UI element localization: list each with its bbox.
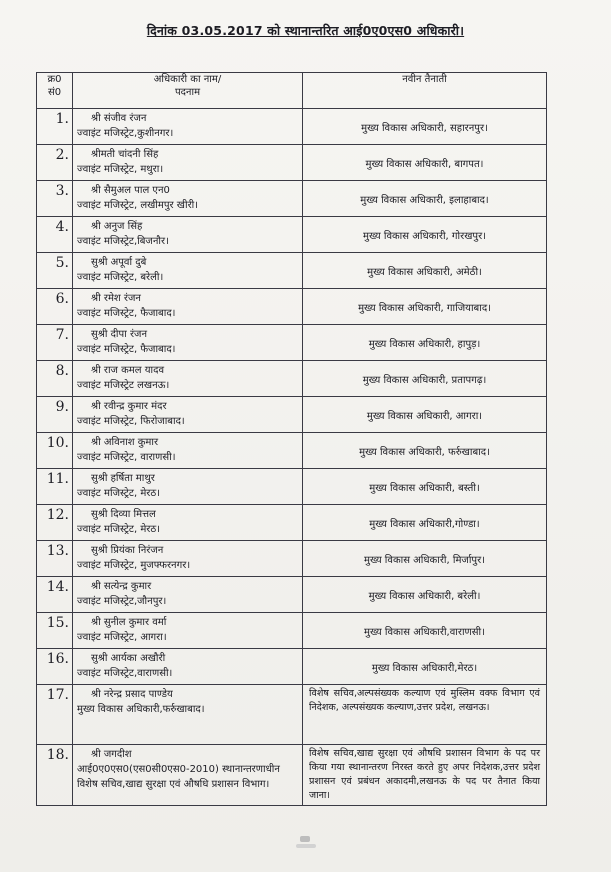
officer-name: श्री सुनील कुमार वर्मा [91, 617, 167, 628]
officer-designation: ज्वाइंट मजिस्ट्रेट, फैजाबाद। [77, 344, 176, 355]
new-posting: मुख्य विकास अधिकारी, फर्रुखाबाद। [303, 433, 547, 469]
serial-number: 4. [37, 217, 73, 253]
table-row [37, 469, 547, 505]
new-posting: मुख्य विकास अधिकारी,वाराणसी। [303, 613, 547, 649]
officer-cell [73, 505, 303, 541]
table-row [37, 289, 547, 325]
officer-designation: ज्वाइंट मजिस्ट्रेट,जौनपुर। [77, 596, 167, 607]
sno-header-line1: क्र0 [47, 74, 62, 85]
serial-number: 5. [37, 253, 73, 289]
table-row [37, 109, 547, 145]
officer-name: श्री राज कमल यादव [91, 365, 165, 376]
new-posting: विशेष सचिव,खाद्य सुरक्षा एवं औषधि प्रशासन विभाग के पद पर किया गया स्थानान्तरण निरस्त करते हुए अपर निदेशक,उत्तर प्रदेश प्रशासन एवं प्रबंधन अकादमी,लखनऊ के पद पर तैनात किया जाना। [303, 745, 547, 806]
table-row [37, 685, 547, 745]
officer-designation: ज्वाइंट मजिस्ट्रेट,बिजनौर। [77, 236, 169, 247]
officer-name: श्री संजीव रंजन [91, 113, 147, 124]
new-posting: मुख्य विकास अधिकारी,मेरठ। [303, 649, 547, 685]
officer-name: श्री जगदीश [91, 749, 132, 760]
new-posting: मुख्य विकास अधिकारी, बागपत। [303, 145, 547, 181]
officer-cell [73, 685, 303, 745]
officer-cell [73, 649, 303, 685]
officer-designation: ज्वाइंट मजिस्ट्रेट, बरेली। [77, 272, 164, 283]
officer-header-line1: अधिकारी का नाम/ [153, 74, 222, 85]
new-posting: मुख्य विकास अधिकारी, आगरा। [303, 397, 547, 433]
new-posting: मुख्य विकास अधिकारी, बरेली। [303, 577, 547, 613]
serial-number: 15. [37, 613, 73, 649]
table-row [37, 613, 547, 649]
serial-number: 1. [37, 109, 73, 145]
serial-number: 13. [37, 541, 73, 577]
officer-name: श्री अविनाश कुमार [91, 437, 159, 448]
officer-name: श्री नरेन्द्र प्रसाद पाण्डेय [91, 689, 173, 700]
officer-designation: ज्वाइंट मजिस्ट्रेट, आगरा। [77, 632, 167, 643]
table-row [37, 433, 547, 469]
officer-name: श्रीमती चांदनी सिंह [91, 149, 159, 160]
new-posting: मुख्य विकास अधिकारी,गोण्डा। [303, 505, 547, 541]
officer-cell [73, 109, 303, 145]
officer-cell [73, 469, 303, 505]
table-row [37, 505, 547, 541]
officer-designation: ज्वाइंट मजिस्ट्रेट, लखीमपुर खीरी। [77, 200, 199, 211]
officer-cell [73, 613, 303, 649]
officer-designation: ज्वाइंट मजिस्ट्रेट, मेरठ। [77, 488, 160, 499]
serial-number: 7. [37, 325, 73, 361]
serial-number: 11. [37, 469, 73, 505]
new-posting: मुख्य विकास अधिकारी, बस्ती। [303, 469, 547, 505]
new-posting: मुख्य विकास अधिकारी, मिर्जापुर। [303, 541, 547, 577]
serial-number: 10. [37, 433, 73, 469]
table-row [37, 181, 547, 217]
new-posting: मुख्य विकास अधिकारी, इलाहाबाद। [303, 181, 547, 217]
officer-cell [73, 253, 303, 289]
table-row [37, 253, 547, 289]
officer-cell [73, 325, 303, 361]
officer-cell [73, 745, 303, 806]
new-posting: विशेष सचिव,अल्पसंख्यक कल्याण एवं मुस्लिम वक्फ विभाग एवं निदेशक, अल्पसंख्यक कल्याण,उत्तर प्रदेश, लखनऊ। [303, 685, 547, 745]
serial-number: 8. [37, 361, 73, 397]
sno-header-line2: सं0 [47, 87, 62, 98]
officer-designation: आई0ए0एस0(एस0सी0एस0-2010) स्थानान्तरणाधीन विशेष सचिव,खाद्य सुरक्षा एवं औषधि प्रशासन विभाग। [77, 764, 280, 790]
serial-number: 2. [37, 145, 73, 181]
page-title: दिनांक 03.05.2017 को स्थानान्तरित आई0ए0एस0 अधिकारी। [146, 23, 465, 38]
serial-number: 3. [37, 181, 73, 217]
officer-name: सुश्री अपूर्वा दुबे [91, 257, 147, 268]
new-posting: मुख्य विकास अधिकारी, हापुड़। [303, 325, 547, 361]
table-row [37, 397, 547, 433]
punch-mark-shadow [296, 844, 316, 848]
officer-cell [73, 397, 303, 433]
officer-header-line2: पदनाम [174, 87, 201, 98]
officer-name: सुश्री आर्यका अखौरी [91, 653, 166, 664]
officer-designation: ज्वाइंट मजिस्ट्रेट, फैजाबाद। [77, 308, 176, 319]
officer-cell [73, 145, 303, 181]
serial-number: 12. [37, 505, 73, 541]
officer-name: श्री अनुज सिंह [91, 221, 143, 232]
new-posting: मुख्य विकास अधिकारी, प्रतापगढ़। [303, 361, 547, 397]
sno-header [37, 73, 73, 109]
table-row [37, 745, 547, 806]
new-posting: मुख्य विकास अधिकारी, गाजियाबाद। [303, 289, 547, 325]
officer-designation: ज्वाइंट मजिस्ट्रेट लखनऊ। [77, 380, 170, 391]
officer-name: श्री सैमुअल पाल एन0 [91, 185, 170, 196]
officer-cell [73, 577, 303, 613]
officer-name: सुश्री हर्षिता माथुर [91, 473, 155, 484]
table-row [37, 577, 547, 613]
table-row [37, 325, 547, 361]
serial-number: 17. [37, 685, 73, 745]
officer-name: श्री रवीन्द्र कुमार मंदर [91, 401, 167, 412]
officer-header [73, 73, 303, 109]
table-header-row [37, 73, 547, 109]
posting-header: नवीन तैनाती [303, 73, 547, 109]
officer-name: श्री रमेश रंजन [91, 293, 141, 304]
table-row [37, 361, 547, 397]
officer-designation: ज्वाइंट मजिस्ट्रेट, मथुरा। [77, 164, 164, 175]
punch-mark [300, 836, 310, 842]
table-row [37, 145, 547, 181]
officer-cell [73, 289, 303, 325]
officer-designation: ज्वाइंट मजिस्ट्रेट, मुजफ्फरनगर। [77, 560, 191, 571]
officer-designation: ज्वाइंट मजिस्ट्रेट, फिरोजाबाद। [77, 416, 185, 427]
officer-designation: ज्वाइंट मजिस्ट्रेट, वाराणसी। [77, 452, 176, 463]
officer-designation: ज्वाइंट मजिस्ट्रेट, मेरठ। [77, 524, 160, 535]
officer-cell [73, 361, 303, 397]
officer-name: सुश्री प्रियंका निरंजन [91, 545, 164, 556]
table-row [37, 649, 547, 685]
officer-cell [73, 181, 303, 217]
officer-cell [73, 217, 303, 253]
table-row [37, 541, 547, 577]
officer-designation: मुख्य विकास अधिकारी,फर्रुखाबाद। [77, 704, 205, 715]
officer-name: सुश्री दिव्या मित्तल [91, 509, 156, 520]
serial-number: 16. [37, 649, 73, 685]
serial-number: 9. [37, 397, 73, 433]
new-posting: मुख्य विकास अधिकारी, अमेठी। [303, 253, 547, 289]
transfer-table [36, 72, 547, 806]
officer-name: सुश्री दीपा रंजन [91, 329, 148, 340]
serial-number: 6. [37, 289, 73, 325]
new-posting: मुख्य विकास अधिकारी, सहारनपुर। [303, 109, 547, 145]
officer-cell [73, 433, 303, 469]
serial-number: 14. [37, 577, 73, 613]
new-posting: मुख्य विकास अधिकारी, गोरखपुर। [303, 217, 547, 253]
table-row [37, 217, 547, 253]
officer-cell [73, 541, 303, 577]
officer-designation: ज्वाइंट मजिस्ट्रेट,वाराणसी। [77, 668, 173, 679]
serial-number: 18. [37, 745, 73, 806]
officer-name: श्री सत्येन्द्र कुमार [91, 581, 152, 592]
officer-designation: ज्वाइंट मजिस्ट्रेट,कुशीनगर। [77, 128, 174, 139]
